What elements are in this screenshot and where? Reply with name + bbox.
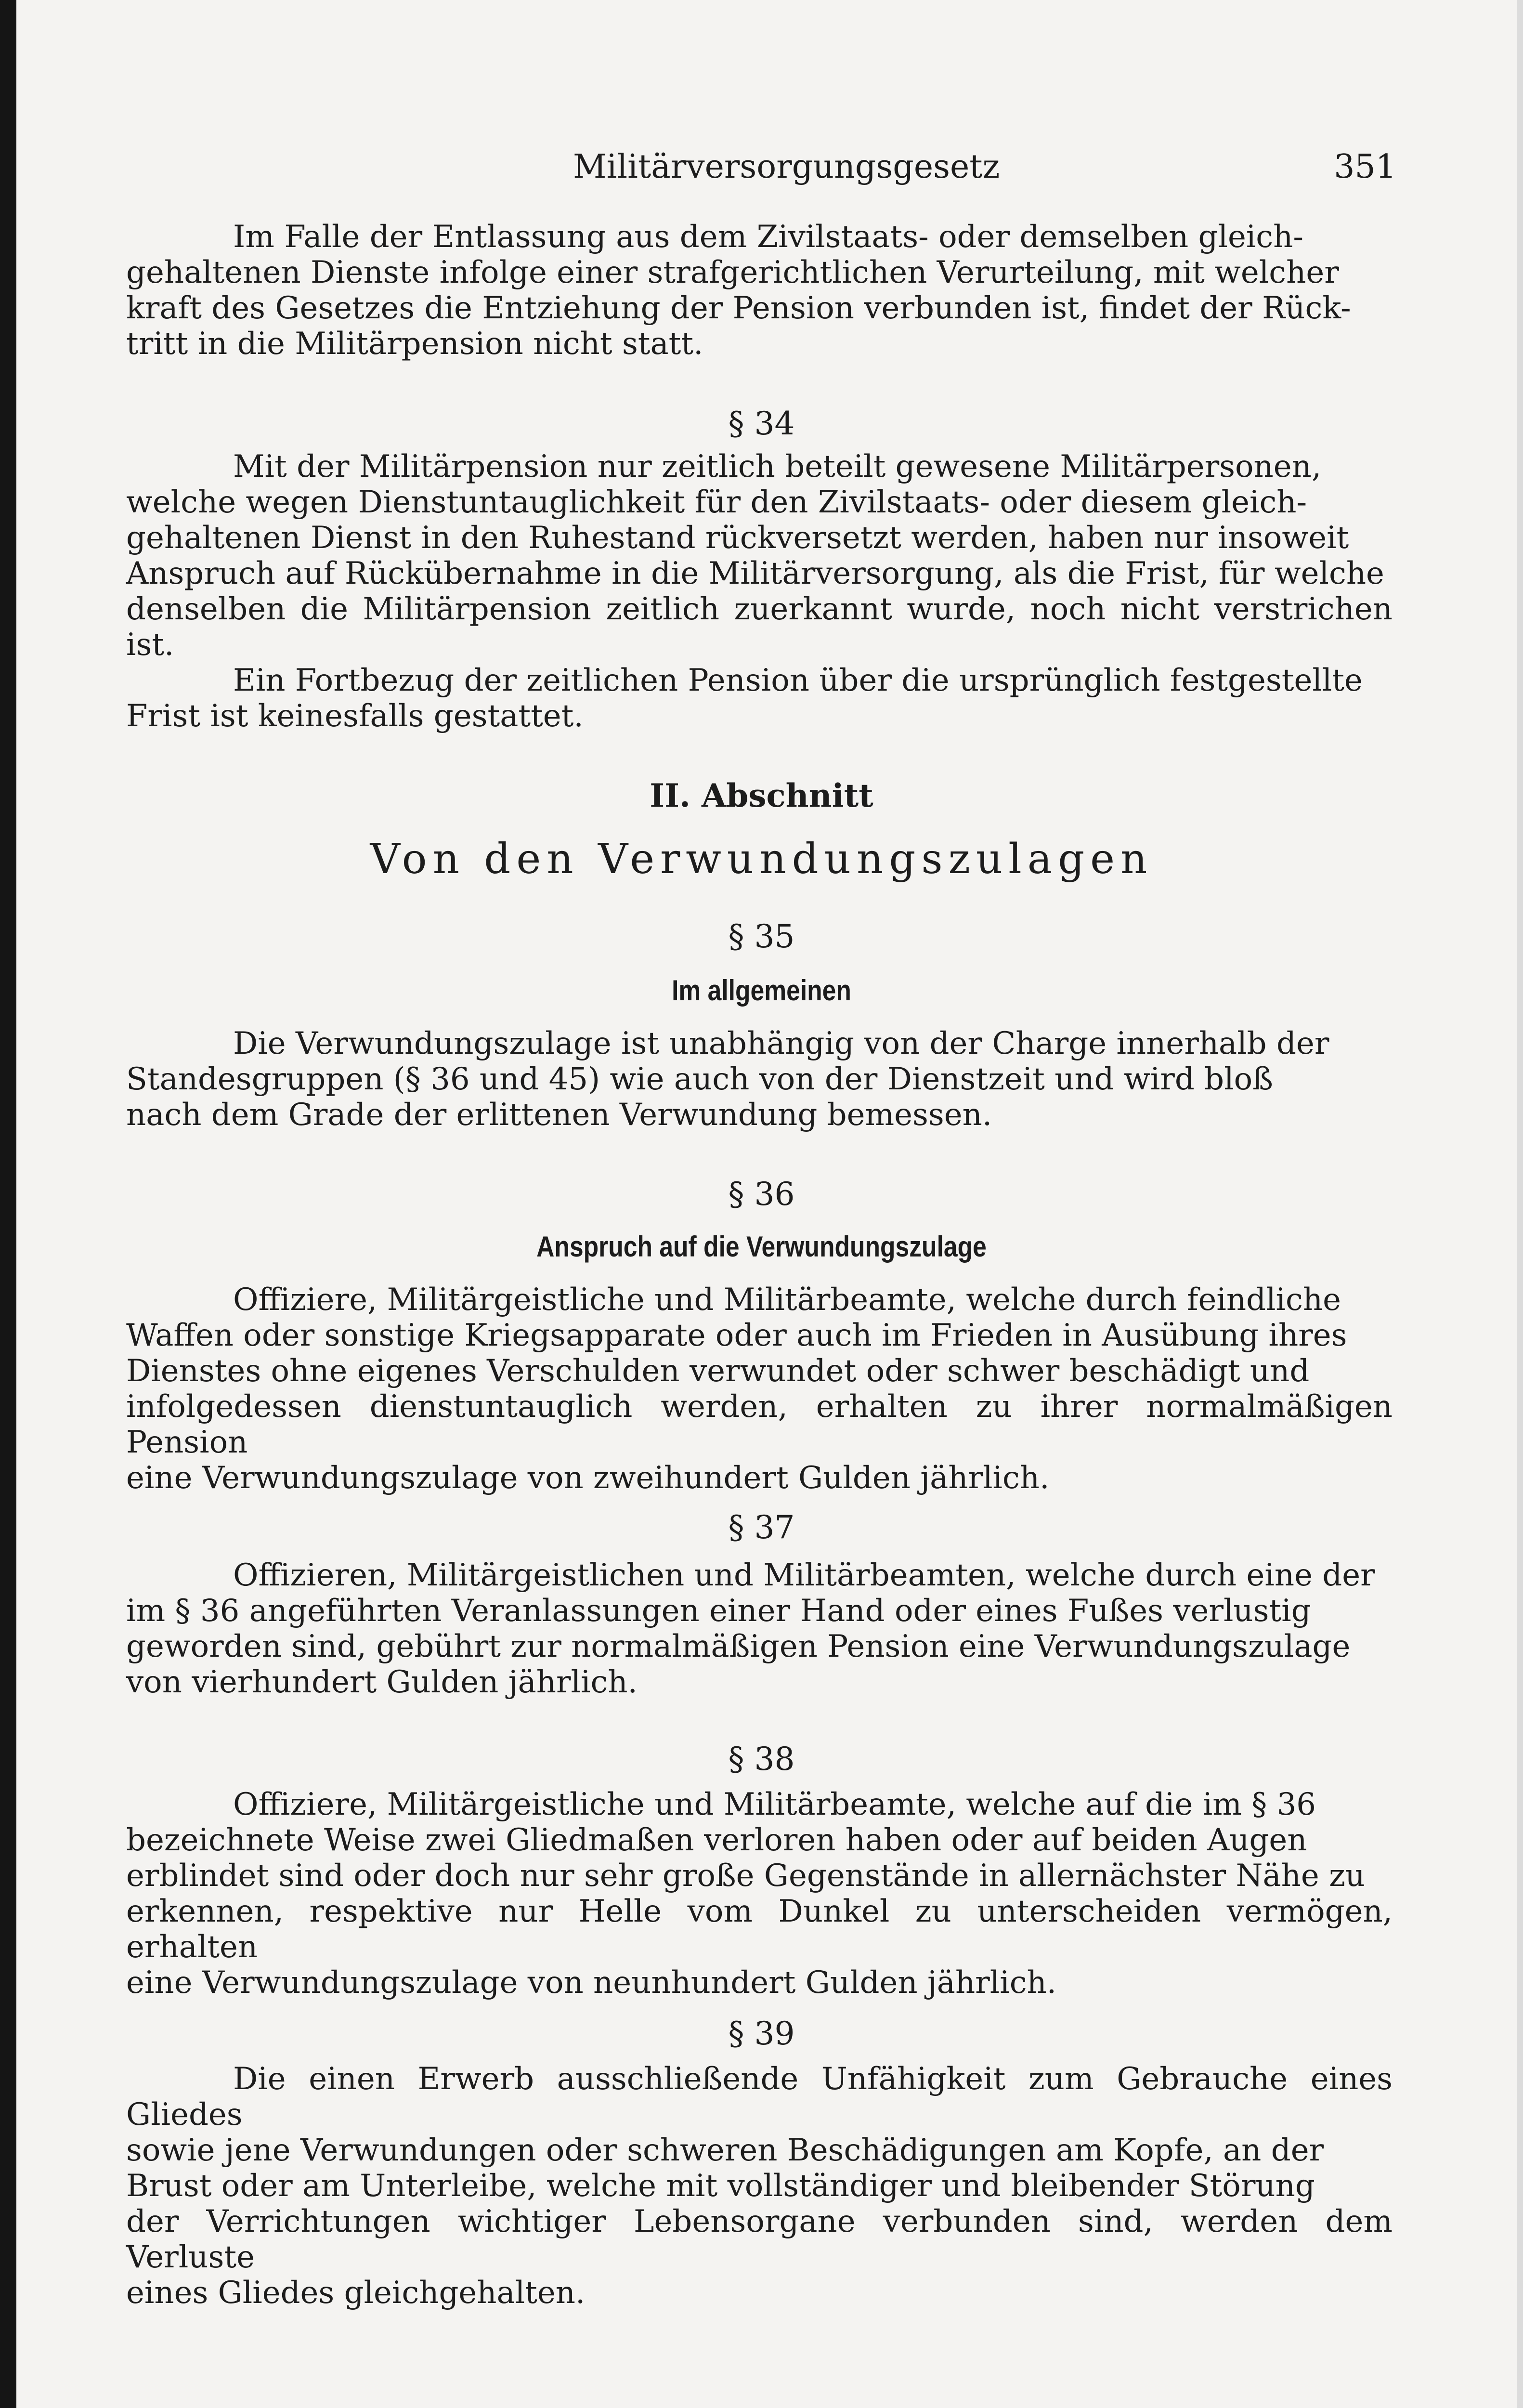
section-36-title: Anspruch auf die Verwundungszulage [536, 1230, 987, 1263]
paragraph: Offiziere, Militärgeistliche und Militärbeamte, welche auf die im § 36 bezeichnete Weise zwei Gliedmaßen verloren haben oder auf beiden Augen erblindet sind oder doch nur sehr große Gegenstände in allernächster Nähe zu erkennen, respektive nur Helle vom Dunkel zu unterscheiden vermögen, erhalten eine Verwundungszulage von neunhundert Gulden jährlich. [126, 1787, 1393, 2001]
paragraph: Mit der Militärpension nur zeitlich beteilt gewesene Militärpersonen, welche wegen Dienstuntauglichkeit für den Zivilstaats- oder diesem gleich- gehaltenen Dienst in den Ruhestand rückversetzt werden, haben nur insoweit Anspruch auf Rückübernahme in die Militärversorgung, als die Frist, für welche denselben die Militärpension zeitlich zuerkannt wurde, noch nicht verstrichen ist. [126, 449, 1393, 663]
section-36-mark: § 36 [728, 1176, 795, 1213]
section-39-body [126, 2061, 1393, 2311]
page-number: 351 [1334, 148, 1396, 186]
page-header [573, 145, 1396, 189]
paragraph-section-33-end [126, 219, 1393, 362]
section-38-body [126, 1787, 1393, 2001]
paragraph: Offizieren, Militärgeistlichen und Militärbeamten, welche durch eine der im § 36 angeführten Veranlassungen einer Hand oder eines Fußes verlustig geworden sind, gebührt zur normalmäßigen Pension eine Verwundungszulage von vierhundert Gulden jährlich. [126, 1557, 1375, 1700]
section-35-body [126, 1026, 1393, 1133]
section-39-mark: § 39 [728, 2015, 795, 2052]
section-38-mark: § 38 [728, 1741, 795, 1778]
section-34-body [126, 449, 1393, 734]
paragraph: Im Falle der Entlassung aus dem Zivilstaats- oder demselben gleich- gehaltenen Dienste infolge einer strafgerichtlichen Verurteilung, mit welcher kraft des Gesetzes die Entziehung der Pension verbunden ist, findet der Rück- tritt in die Militärpension nicht statt. [126, 219, 1351, 362]
section-37-mark: § 37 [728, 1509, 795, 1546]
chapter-heading: Von den Verwundungszulagen [370, 835, 1153, 883]
section-34-mark: § 34 [728, 405, 795, 442]
paragraph: Ein Fortbezug der zeitlichen Pension über die ursprünglich festgestellte Frist ist keinesfalls gestattet. [126, 663, 1363, 734]
section-35-title: Im allgemeinen [672, 974, 851, 1007]
running-title: Militärversorgungsgesetz [573, 148, 1000, 186]
paragraph: Offiziere, Militärgeistliche und Militärbeamte, welche durch feindliche Waffen oder sonstige Kriegsapparate oder auch im Frieden in Ausübung ihres Dienstes ohne eigenes Verschulden verwundet oder schwer beschädigt und infolgedessen dienstuntauglich werden, erhalten zu ihrer normalmäßigen Pension eine Verwundungszulage von zweihundert Gulden jährlich. [126, 1282, 1393, 1496]
section-35-mark: § 35 [728, 918, 795, 955]
part-heading: II. Abschnitt [650, 777, 873, 814]
section-37-body [126, 1557, 1393, 1700]
paragraph: Die einen Erwerb ausschließende Unfähigkeit zum Gebrauche eines Gliedes sowie jene Verwundungen oder schweren Beschädigungen am Kopfe, an der Brust oder am Unterleibe, welche mit vollständiger und bleibender Störung der Verrichtungen wichtiger Lebensorgane verbunden sind, werden dem Verluste eines Gliedes gleichgehalten. [126, 2061, 1393, 2311]
paragraph: Die Verwundungszulage ist unabhängig von der Charge innerhalb der Standesgruppen (§ 36 und 45) wie auch von der Dienstzeit und wird bloß nach dem Grade der erlittenen Verwundung bemessen. [126, 1026, 1329, 1133]
section-36-body [126, 1282, 1393, 1496]
